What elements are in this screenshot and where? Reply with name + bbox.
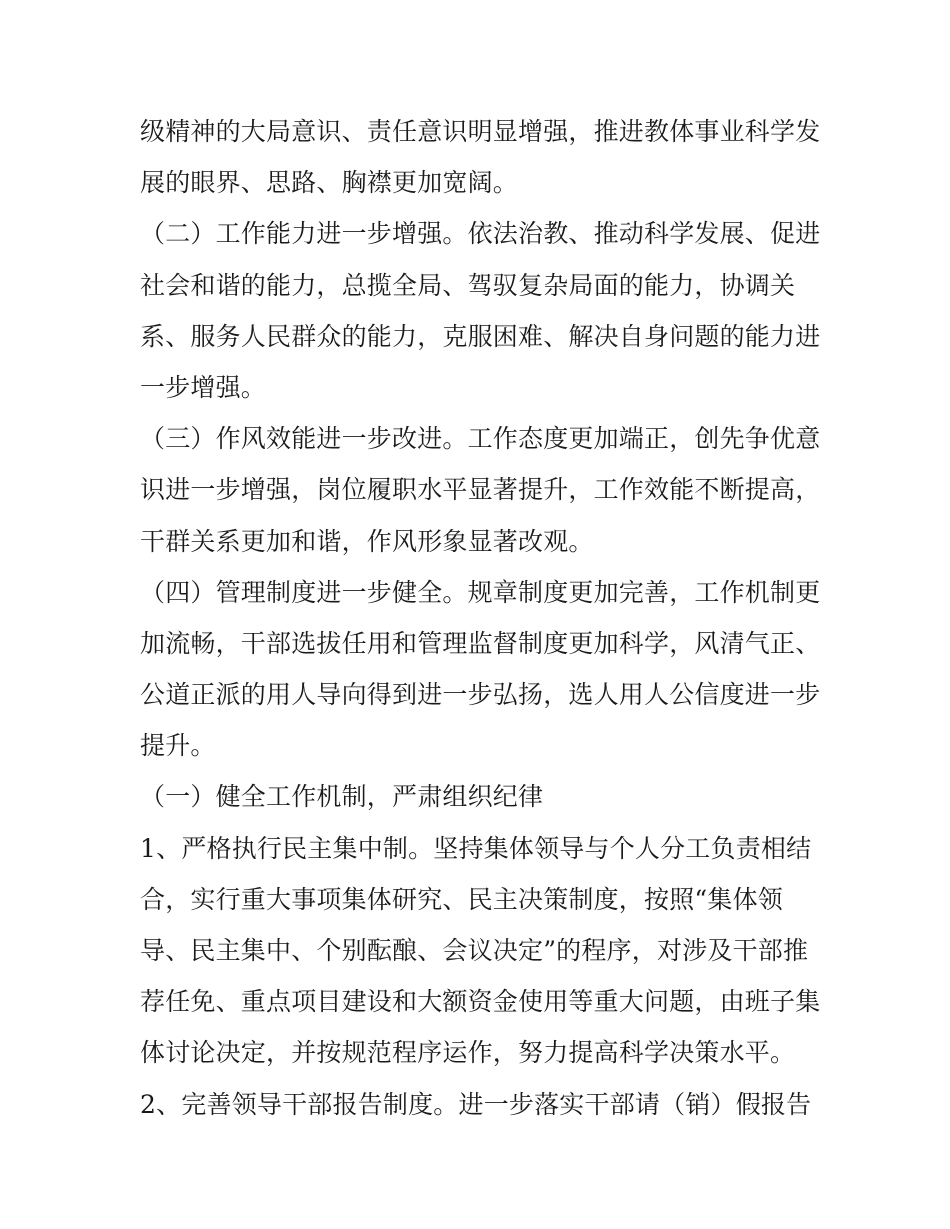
- text-line: （三）作风效能进一步改进。工作态度更加端正，创先争优意: [140, 424, 821, 454]
- text-line: 体讨论决定，并按规范程序运作，努力提高科学决策水平。: [140, 1038, 796, 1068]
- text-line: 合，实行重大事项集体研究、民主决策制度，按照“集体领: [140, 884, 783, 914]
- text-line: （四）管理制度进一步健全。规章制度更加完善，工作机制更: [140, 577, 821, 607]
- text-line: 系、服务人民群众的能力，克服困难、解决自身问题的能力进: [140, 321, 821, 351]
- text-line: 社会和谐的能力，总揽全局、驾驭复杂局面的能力，协调关: [140, 270, 796, 300]
- text-line: （二）工作能力进一步增强。依法治教、推动科学发展、促进: [140, 219, 821, 249]
- text-line: 导、民主集中、个别酝酿、会议决定”的程序，对涉及干部推: [140, 936, 809, 965]
- section-heading: （一）健全工作机制，严肃组织纪律: [140, 782, 544, 812]
- text-line: 荐任免、重点项目建设和大额资金使用等重大问题，由班子集: [140, 987, 821, 1017]
- text-line: 1、严格执行民主集中制。坚持集体领导与个人分工负责相结: [140, 833, 812, 863]
- text-line: 加流畅，干部选拔任用和管理监督制度更加科学，风清气正、: [140, 628, 821, 658]
- document-body: [140, 106, 820, 1130]
- text-line: 级精神的大局意识、责任意识明显增强，推进教体事业科学发: [140, 117, 821, 146]
- text-line: 识进一步增强，岗位履职水平显著提升，工作效能不断提高，: [140, 475, 821, 505]
- text-line: 干群关系更加和谐，作风形象显著改观。: [140, 526, 594, 556]
- text-line: 提升。: [140, 731, 216, 761]
- text-line: 公道正派的用人导向得到进一步弘扬，选人用人公信度进一步: [140, 680, 821, 710]
- text-line: 一步增强。: [140, 372, 267, 402]
- text-line: 2、完善领导干部报告制度。进一步落实干部请（销）假报告: [140, 1089, 812, 1119]
- text-line: 展的眼界、思路、胸襟更加宽阔。: [140, 168, 519, 198]
